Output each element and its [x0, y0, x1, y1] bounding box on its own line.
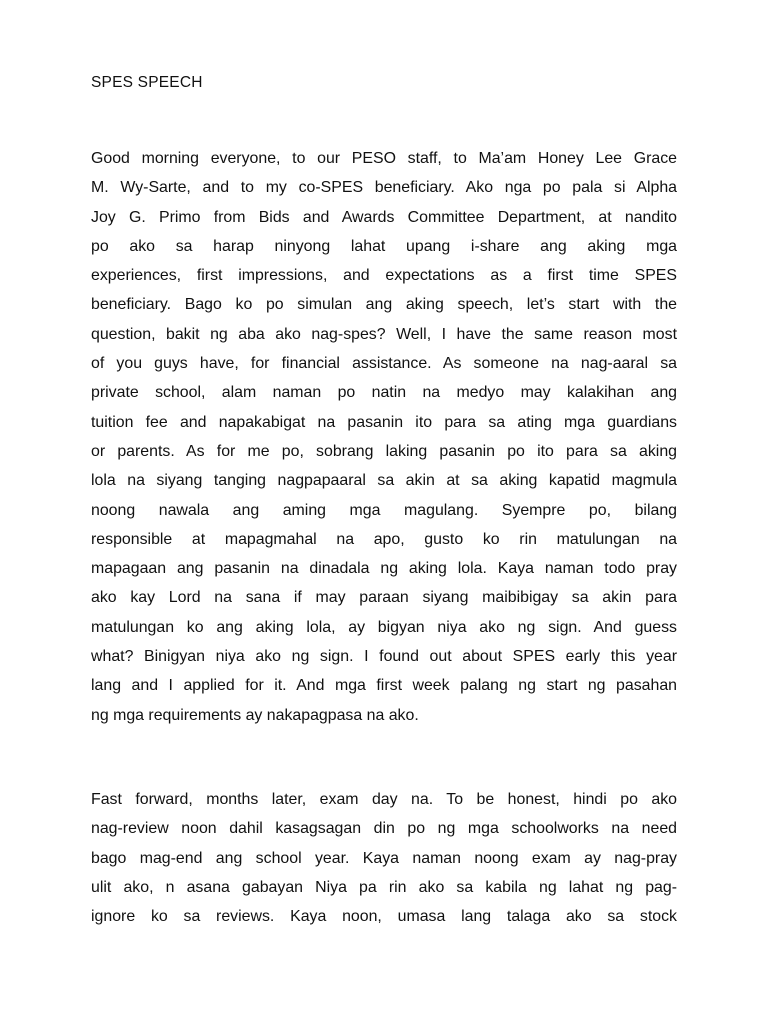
paragraph-line: ulit ako, n asana gabayan Niya pa rin ako sa kabila ng lahat ng pag-: [91, 878, 677, 896]
paragraph-line: question, bakit ng aba ako nag-spes? Well, I have the same reason most: [91, 325, 677, 343]
paragraph-line: what? Binigyan niya ako ng sign. I found out about SPES early this year: [91, 648, 677, 666]
paragraph-line: experiences, first impressions, and expectations as a first time SPES: [91, 267, 677, 285]
paragraph-line: beneficiary. Bago ko po simulan ang aking speech, let’s start with the: [91, 296, 677, 314]
paragraph-line: of you guys have, for financial assistance. As someone na nag-aaral sa: [91, 355, 677, 373]
paragraph-line: mapagaan ang pasanin na dinadala ng aking lola. Kaya naman todo pray: [91, 560, 677, 578]
paragraph-line: po ako sa harap ninyong lahat upang i-share ang aking mga: [91, 237, 677, 255]
paragraph-line: ng mga requirements ay nakapagpasa na ako.: [91, 706, 419, 724]
paragraph-2: [91, 785, 677, 931]
paragraph-line: lola na siyang tanging nagpapaaral sa akin at sa aking kapatid magmula: [91, 472, 677, 490]
paragraph-line: or parents. As for me po, sobrang laking pasanin po ito para sa aking: [91, 442, 677, 460]
paragraph-line: nag-review noon dahil kasagsagan din po ng mga schoolworks na need: [91, 820, 677, 838]
paragraph-line: tuition fee and napakabigat na pasanin ito para sa ating mga guardians: [91, 413, 677, 431]
paragraph-line: responsible at mapagmahal na apo, gusto ko rin matulungan na: [91, 530, 677, 548]
paragraph-line: private school, alam naman po natin na medyo may kalakihan ang: [91, 384, 677, 402]
paragraph-line: M. Wy-Sarte, and to my co-SPES beneficiary. Ako nga po pala si Alpha: [91, 179, 677, 197]
paragraph-line: Joy G. Primo from Bids and Awards Committee Department, at nandito: [91, 208, 677, 226]
paragraph-line: ignore ko sa reviews. Kaya noon, umasa lang talaga ako sa stock: [91, 908, 677, 926]
paragraph-line: Fast forward, months later, exam day na. To be honest, hindi po ako: [91, 791, 677, 808]
paragraph-line: ako kay Lord na sana if may paraan siyang maibibigay sa akin para: [91, 589, 677, 607]
paragraph-line: lang and I applied for it. And mga first week palang ng start ng pasahan: [91, 677, 677, 695]
paragraph-line: noong nawala ang aming mga magulang. Syempre po, bilang: [91, 501, 677, 519]
paragraph-line: bago mag-end ang school year. Kaya naman noong exam ay nag-pray: [91, 849, 677, 867]
paragraph-1: [91, 144, 677, 730]
paragraph-line: Good morning everyone, to our PESO staff, to Ma’am Honey Lee Grace: [91, 150, 677, 167]
paragraph-line: matulungan ko ang aking lola, ay bigyan niya ako ng sign. And guess: [91, 618, 677, 636]
document-title: SPES SPEECH: [91, 74, 203, 91]
